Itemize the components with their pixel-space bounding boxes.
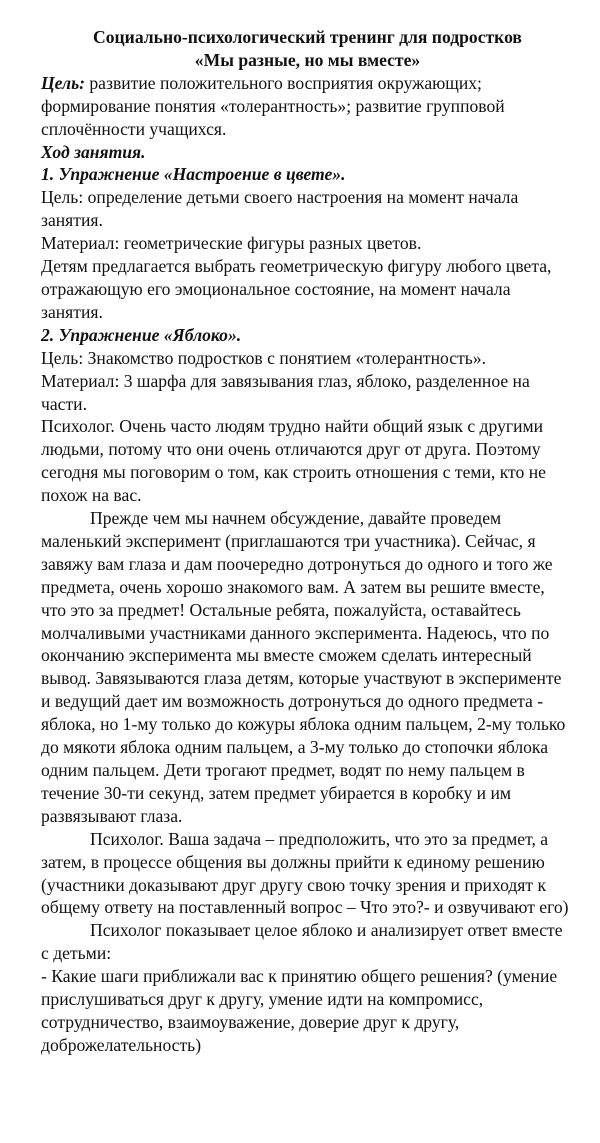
psychologist-intro: Психолог. Очень часто людям трудно найти общий язык с другими людьми, потому что они очень отличаются друг от друга. Поэтому сегодня мы поговорим о том, как строить отношения с теми, кто не похож на вас. — [41, 416, 546, 506]
document-title — [41, 26, 574, 72]
exercise-1-description: Детям предлагается выбрать геометрическую фигуру любого цвета, отражающую его эмоциональное состояние, на момент начала занятия. — [41, 256, 552, 322]
goal-text: развитие положительного восприятия окружающих; формирование понятия «толерантность»; развитие групповой сплочённости учащихся. — [41, 72, 505, 139]
goal-label: Цель: — [41, 72, 85, 93]
question-paragraph: - Какие шаги приближали вас к принятию общего решения? (умение прислушиваться друг к другу, умение идти на компромисс, сотрудничество, взаимоуважение, доверие друг к другу, доброжелательность) — [41, 966, 558, 1055]
exercise-1-material: Материал: геометрические фигуры разных цветов. — [41, 233, 422, 254]
title-line-2: «Мы разные, но мы вместе» — [194, 49, 421, 70]
analysis-paragraph: Психолог показывает целое яблоко и анализирует ответ вместе с детьми: — [41, 920, 563, 964]
exercise-2-goal: Цель: Знакомство подростков с понятием «толерантность». — [41, 347, 486, 368]
exercise-2-material: Материал: 3 шарфа для завязывания глаз, яблоко, разделенное на части. — [41, 370, 530, 414]
exercise-2-heading: 2. Упражнение «Яблоко». — [41, 324, 242, 345]
course-heading: Ход занятия. — [41, 141, 146, 162]
goal-paragraph — [41, 72, 574, 141]
exercise-1-heading: 1. Упражнение «Настроение в цвете». — [41, 164, 346, 185]
exercise-1-goal: Цель: определение детьми своего настроения на момент начала занятия. — [41, 187, 519, 231]
task-paragraph: Психолог. Ваша задача – предположить, что это за предмет, а затем, в процессе общения вы должны прийти к единому решению (участники доказывают друг другу свою точку зрения и приходят к общему ответу на поставленный вопрос – Что это?- и озвучивают его) — [41, 828, 569, 918]
experiment-paragraph: Прежде чем мы начнем обсуждение, давайте проведем маленький эксперимент (приглашаются три участника). Сейчас, я завяжу вам глаза и дам поочередно дотронуться до одного и того же предмета, очень хорошо знакомого вам. А затем вы решите вместе, что это за предмет! Остальные ребята, пожалуйста, оставайтесь молчаливыми участниками данного эксперимента. Надеюсь, что по окончанию эксперимента мы вместе сможем сделать интересный вывод. Завязываются глаза детям, которые участвуют в эксперименте и ведущий дает им возможность дотронуться до одного предмета - яблока, но 1-му только до кожуры яблока одним пальцем, 2-му только до мякоти яблока одним пальцем, а 3-му только до стопочки яблока одним пальцем. Дети трогают предмет, водят по нему пальцем в течение 30-ти секунд, затем предмет убирается в коробку и им развязывают глаза. — [41, 508, 566, 826]
title-line-1: Социально-психологический тренинг для подростков — [93, 27, 522, 47]
